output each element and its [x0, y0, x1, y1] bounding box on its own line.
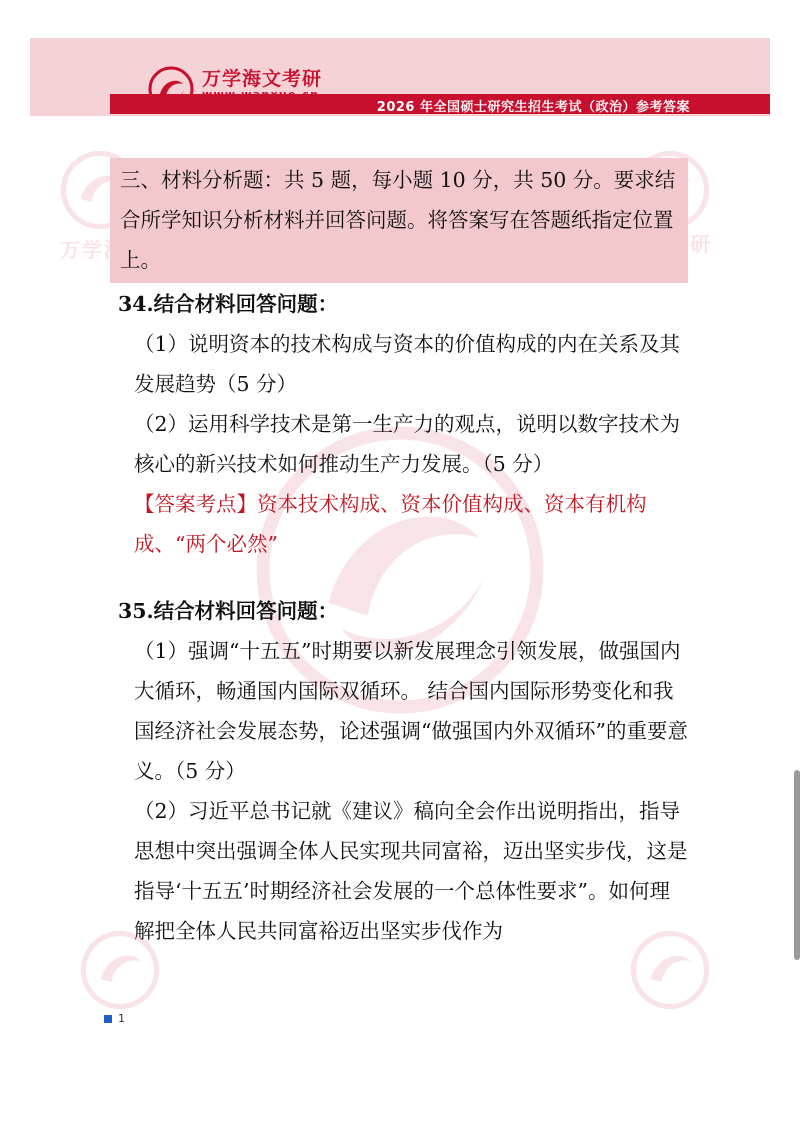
question-34-part-2: （2）运用科学技术是第一生产力的观点，说明以数字技术为核心的新兴技术如何推动生产力发展。（5 分）: [134, 412, 681, 476]
question-34-part-1: （1）说明资本的技术构成与资本的价值构成的内在关系及其发展趋势（5 分）: [134, 332, 681, 396]
document-title: 2026 年全国硕士研究生招生考试（政治）参考答案: [376, 100, 690, 115]
page-number: [104, 1012, 125, 1025]
question-34: [118, 284, 688, 564]
page-number-text: 1: [118, 1012, 125, 1025]
question-34-answer-points: 【答案考点】资本技术构成、资本价值构成、资本有机构成、“两个必然”: [134, 492, 647, 556]
watermark-text-left: 万学海: [60, 238, 126, 262]
section-instructions: 三、材料分析题：共 5 题，每小题 10 分，共 50 分。要求结合所学知识分析材料并回答问题。将答案写在答题纸指定位置上。: [120, 168, 676, 272]
question-35-title: 35.结合材料回答问题：: [118, 599, 339, 623]
brand-name: 万学海文考研: [202, 68, 323, 90]
page-marker-icon: [104, 1015, 112, 1023]
question-35-part-2: （2）习近平总书记就《建议》稿向全会作出说明指出，指导思想中突出强调全体人民实现共同富裕，迈出坚实步伐，这是指导‘十五五’时期经济社会发展的一个总体性要求”。如何理解把全体人民共同富裕迈出坚实步伐作为: [134, 799, 688, 943]
question-35: [118, 591, 688, 951]
question-34-title: 34.结合材料回答问题：: [118, 292, 339, 316]
brand-url: www.wanxue.cn: [202, 88, 320, 101]
wanxue-logo-icon: [148, 66, 194, 112]
question-35-part-1: （1）强调“十五五”时期要以新发展理念引领发展，做强国内大循环，畅通国内国际双循环。 结合国内国际形势变化和我国经济社会发展态势，论述强调“做强国内外双循环”的重要意义。（5 分）: [134, 639, 688, 783]
scrollbar[interactable]: [794, 770, 800, 960]
